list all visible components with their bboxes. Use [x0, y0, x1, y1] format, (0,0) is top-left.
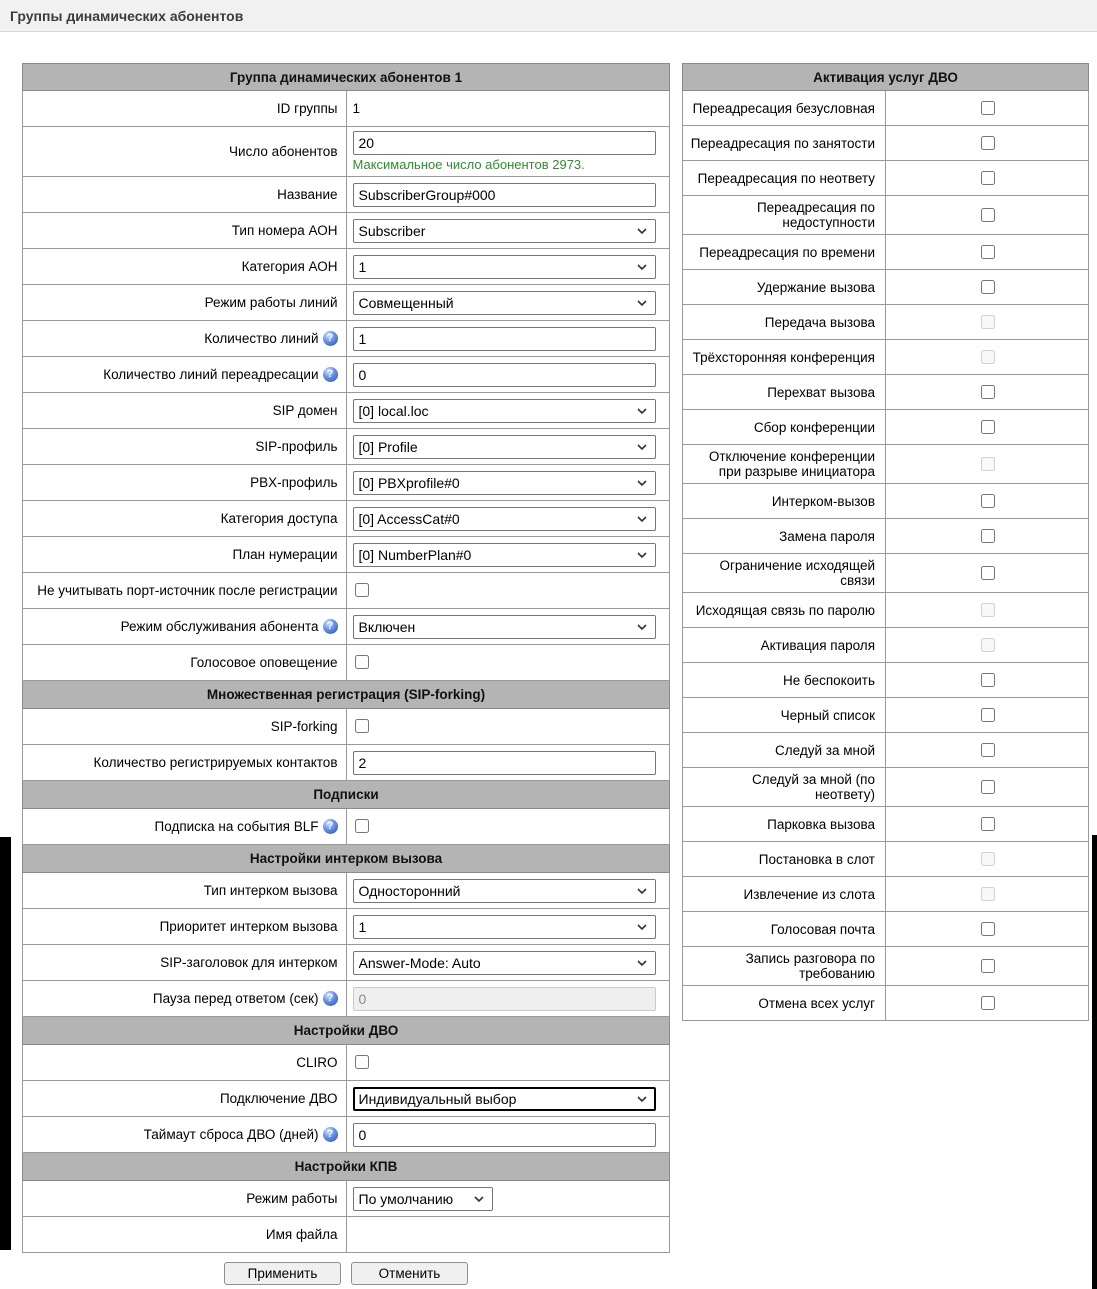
service-row	[683, 196, 1089, 235]
select-wrapper	[353, 1087, 656, 1111]
service-checkbox-cell	[886, 161, 1089, 196]
service-checkbox[interactable]	[981, 780, 995, 794]
field-label-text: Таймаут сброса ДВО (дней)	[143, 1126, 319, 1142]
dropdown-select[interactable]	[353, 1187, 493, 1211]
field-label-text: CLIRO	[296, 1055, 338, 1070]
field-value-cell	[346, 537, 670, 573]
service-checkbox	[981, 887, 995, 901]
service-label: Следуй за мной (по неответу)	[683, 768, 886, 807]
field-label-text: Режим работы	[246, 1191, 338, 1206]
subscriber-group-form	[22, 63, 670, 1253]
field-value-cell	[346, 501, 670, 537]
form-row	[23, 285, 670, 321]
field-value-cell	[346, 177, 670, 213]
service-checkbox-cell	[886, 593, 1089, 628]
service-row	[683, 235, 1089, 270]
service-label: Интерком-вызов	[683, 484, 886, 519]
field-label-text: Количество регистрируемых контактов	[93, 755, 338, 770]
service-checkbox-cell	[886, 340, 1089, 375]
select-wrapper	[353, 219, 656, 243]
select-wrapper	[353, 291, 656, 315]
form-row	[23, 429, 670, 465]
help-icon[interactable]: ?	[323, 819, 338, 834]
service-checkbox-cell	[886, 698, 1089, 733]
field-label-text: Подписка на события BLF	[154, 818, 319, 834]
form-row	[23, 745, 670, 781]
service-label: Активация пароля	[683, 628, 886, 663]
dropdown-select[interactable]	[353, 435, 656, 459]
field-label	[23, 809, 347, 845]
form-row	[23, 249, 670, 285]
field-value-cell	[346, 1117, 670, 1153]
cancel-button[interactable]: Отменить	[351, 1262, 468, 1285]
text-input[interactable]	[353, 363, 656, 387]
field-value-cell	[346, 127, 670, 177]
service-checkbox[interactable]	[981, 708, 995, 722]
field-value-cell	[346, 465, 670, 501]
select-wrapper	[353, 951, 656, 975]
form-row	[23, 213, 670, 249]
service-checkbox-cell	[886, 768, 1089, 807]
service-checkbox-cell	[886, 912, 1089, 947]
service-checkbox[interactable]	[981, 280, 995, 294]
field-label-text: SIP-заголовок для интерком	[160, 955, 338, 970]
service-label: Парковка вызова	[683, 807, 886, 842]
service-checkbox-cell	[886, 126, 1089, 161]
field-label	[23, 945, 347, 981]
service-checkbox	[981, 457, 995, 471]
form-row	[23, 645, 670, 681]
service-checkbox-cell	[886, 270, 1089, 305]
field-value-cell	[346, 709, 670, 745]
service-checkbox[interactable]	[981, 996, 995, 1010]
service-label: Передача вызова	[683, 305, 886, 340]
service-checkbox-cell	[886, 519, 1089, 554]
service-row	[683, 663, 1089, 698]
select-wrapper	[353, 255, 656, 279]
service-row	[683, 161, 1089, 196]
service-label: Переадресация безусловная	[683, 91, 886, 126]
form-row	[23, 357, 670, 393]
dropdown-select[interactable]	[353, 543, 656, 567]
field-value-cell	[346, 945, 670, 981]
form-actions	[22, 1262, 670, 1285]
service-label: Переадресация по времени	[683, 235, 886, 270]
form-row	[23, 573, 670, 609]
field-value-cell	[346, 573, 670, 609]
checkbox[interactable]	[355, 583, 369, 597]
field-label	[23, 909, 347, 945]
field-label-text: Пауза перед ответом (сек)	[152, 990, 319, 1006]
field-label	[23, 1217, 347, 1253]
field-label-text: Название	[277, 187, 338, 202]
service-row	[683, 519, 1089, 554]
form-row	[23, 91, 670, 127]
service-checkbox-cell	[886, 235, 1089, 270]
field-label-text: Режим обслуживания абонента	[120, 618, 319, 634]
field-label-text: Режим работы линий	[204, 295, 338, 310]
text-input[interactable]	[353, 183, 656, 207]
service-checkbox[interactable]	[981, 494, 995, 508]
checkbox[interactable]	[355, 819, 369, 833]
select-wrapper	[353, 471, 656, 495]
dropdown-select[interactable]	[353, 255, 656, 279]
field-label	[23, 709, 347, 745]
field-label-text: SIP-forking	[270, 719, 338, 734]
service-row	[683, 877, 1089, 912]
dropdown-select[interactable]	[353, 507, 656, 531]
subscriber-group-table-title: Группа динамических абонентов 1	[23, 64, 670, 91]
field-label	[23, 873, 347, 909]
field-value-cell	[346, 321, 670, 357]
service-label: Постановка в слот	[683, 842, 886, 877]
text-input	[353, 987, 656, 1011]
service-label: Переадресация по недоступности	[683, 196, 886, 235]
field-value-cell	[346, 645, 670, 681]
service-row	[683, 768, 1089, 807]
field-value-cell	[346, 249, 670, 285]
field-label-text: Тип интерком вызова	[203, 883, 338, 898]
service-checkbox-cell	[886, 947, 1089, 986]
service-label: Отключение конференции при разрыве инициатора	[683, 445, 886, 484]
field-label	[23, 249, 347, 285]
page-title: Группы динамических абонентов	[10, 7, 244, 24]
service-checkbox-cell	[886, 484, 1089, 519]
field-label	[23, 501, 347, 537]
service-checkbox[interactable]	[981, 529, 995, 543]
field-value-cell	[346, 1081, 670, 1117]
service-checkbox[interactable]	[981, 101, 995, 115]
service-row	[683, 270, 1089, 305]
section-header: Настройки КПВ	[23, 1153, 670, 1181]
field-value-cell	[346, 429, 670, 465]
service-row	[683, 340, 1089, 375]
field-value-cell	[346, 909, 670, 945]
checkbox[interactable]	[355, 1055, 369, 1069]
checkbox[interactable]	[355, 655, 369, 669]
service-checkbox-cell	[886, 91, 1089, 126]
field-value-cell	[346, 357, 670, 393]
screen-edge-artifact-left	[0, 837, 11, 1250]
service-label: Следуй за мной	[683, 733, 886, 768]
field-value-cell	[346, 213, 670, 249]
field-label	[23, 981, 347, 1017]
service-row	[683, 375, 1089, 410]
help-icon[interactable]: ?	[323, 1127, 338, 1142]
field-value-cell	[346, 285, 670, 321]
field-value-cell	[346, 809, 670, 845]
field-label-text: Категория доступа	[220, 511, 338, 526]
service-label: Трёхсторонняя конференция	[683, 340, 886, 375]
text-input[interactable]	[353, 751, 656, 775]
select-wrapper	[353, 543, 656, 567]
field-value-cell	[346, 981, 670, 1017]
service-checkbox[interactable]	[981, 922, 995, 936]
form-row	[23, 709, 670, 745]
field-label	[23, 127, 347, 177]
service-checkbox-cell	[886, 807, 1089, 842]
service-row	[683, 410, 1089, 445]
help-icon[interactable]: ?	[323, 619, 338, 634]
field-label	[23, 429, 347, 465]
service-label: Переадресация по занятости	[683, 126, 886, 161]
service-checkbox-cell	[886, 663, 1089, 698]
service-checkbox[interactable]	[981, 208, 995, 222]
service-row	[683, 484, 1089, 519]
service-row	[683, 91, 1089, 126]
form-row	[23, 981, 670, 1017]
dropdown-select[interactable]	[353, 951, 656, 975]
field-label-text: SIP-профиль	[255, 439, 338, 454]
service-row	[683, 445, 1089, 484]
service-label: Запись разговора по требованию	[683, 947, 886, 986]
apply-button[interactable]: Применить	[224, 1262, 341, 1285]
service-checkbox-cell	[886, 410, 1089, 445]
service-checkbox[interactable]	[981, 136, 995, 150]
field-label	[23, 1117, 347, 1153]
dropdown-select[interactable]	[353, 1087, 656, 1111]
service-checkbox-cell	[886, 196, 1089, 235]
service-checkbox-cell	[886, 842, 1089, 877]
dropdown-select[interactable]	[353, 219, 656, 243]
field-label-text: Количество линий	[204, 330, 319, 346]
service-label: Не беспокоить	[683, 663, 886, 698]
form-row	[23, 845, 670, 873]
form-row	[23, 465, 670, 501]
form-row	[23, 609, 670, 645]
service-label: Исходящая связь по паролю	[683, 593, 886, 628]
field-label-text: SIP домен	[272, 403, 338, 418]
section-header: Подписки	[23, 781, 670, 809]
field-label	[23, 1181, 347, 1217]
dropdown-select[interactable]	[353, 915, 656, 939]
field-value-cell	[346, 745, 670, 781]
field-label-text: ID группы	[276, 101, 338, 116]
service-checkbox-cell	[886, 733, 1089, 768]
field-label-text: PBX-профиль	[250, 475, 338, 490]
service-label: Ограничение исходящей связи	[683, 554, 886, 593]
form-row	[23, 1153, 670, 1181]
subscriber-group-table	[22, 63, 670, 1253]
field-label-text: Категория АОН	[241, 259, 338, 274]
field-label-text: Имя файла	[265, 1227, 338, 1242]
section-header: Множественная регистрация (SIP-forking)	[23, 681, 670, 709]
service-checkbox-cell	[886, 628, 1089, 663]
dropdown-select[interactable]	[353, 879, 656, 903]
text-input[interactable]	[353, 1123, 656, 1147]
field-label	[23, 745, 347, 781]
section-header: Настройки интерком вызова	[23, 845, 670, 873]
select-wrapper	[353, 879, 656, 903]
service-row	[683, 698, 1089, 733]
form-row	[23, 1017, 670, 1045]
service-checkbox[interactable]	[981, 566, 995, 580]
service-row	[683, 593, 1089, 628]
field-value-cell	[346, 609, 670, 645]
form-row	[23, 1045, 670, 1081]
field-value-cell	[346, 91, 670, 127]
field-value-cell	[346, 1217, 670, 1253]
service-checkbox	[981, 315, 995, 329]
select-wrapper	[353, 399, 656, 423]
field-label	[23, 573, 347, 609]
help-icon[interactable]: ?	[323, 991, 338, 1006]
field-label	[23, 1081, 347, 1117]
select-wrapper	[353, 435, 656, 459]
service-row	[683, 628, 1089, 663]
service-row	[683, 554, 1089, 593]
form-row	[23, 945, 670, 981]
field-label	[23, 393, 347, 429]
select-wrapper	[353, 915, 656, 939]
service-row	[683, 126, 1089, 161]
field-note: Максимальное число абонентов 2973.	[352, 157, 585, 172]
service-checkbox[interactable]	[981, 420, 995, 434]
form-row	[23, 1181, 670, 1217]
form-row	[23, 1081, 670, 1117]
service-row	[683, 947, 1089, 986]
field-label	[23, 177, 347, 213]
field-label-text: Подключение ДВО	[219, 1091, 338, 1106]
dropdown-select[interactable]	[353, 291, 656, 315]
service-checkbox[interactable]	[981, 385, 995, 399]
field-label-text: Голосовое оповещение	[190, 655, 338, 670]
dropdown-select[interactable]	[353, 615, 656, 639]
service-row	[683, 986, 1089, 1021]
service-checkbox-cell	[886, 877, 1089, 912]
field-label	[23, 465, 347, 501]
select-wrapper	[353, 1187, 493, 1211]
field-label	[23, 321, 347, 357]
service-row	[683, 807, 1089, 842]
service-checkbox-cell	[886, 986, 1089, 1021]
checkbox[interactable]	[355, 719, 369, 733]
form-row	[23, 781, 670, 809]
field-label-text: Количество линий переадресации	[103, 366, 319, 382]
field-value-cell	[346, 1181, 670, 1217]
help-icon[interactable]: ?	[323, 331, 338, 346]
service-label: Переадресация по неответу	[683, 161, 886, 196]
field-label	[23, 1045, 347, 1081]
service-label: Голосовая почта	[683, 912, 886, 947]
service-checkbox-cell	[886, 305, 1089, 340]
form-row	[23, 681, 670, 709]
service-label: Замена пароля	[683, 519, 886, 554]
field-value-cell	[346, 873, 670, 909]
form-row	[23, 393, 670, 429]
field-label	[23, 609, 347, 645]
field-label-text: Приоритет интерком вызова	[159, 919, 338, 934]
dvo-services-table-title: Активация услуг ДВО	[683, 64, 1089, 91]
service-row	[683, 733, 1089, 768]
text-input[interactable]	[353, 327, 656, 351]
field-label	[23, 645, 347, 681]
service-checkbox	[981, 603, 995, 617]
form-row	[23, 809, 670, 845]
service-checkbox[interactable]	[981, 817, 995, 831]
service-checkbox	[981, 852, 995, 866]
text-input[interactable]	[353, 131, 656, 155]
dropdown-select[interactable]	[353, 471, 656, 495]
field-label	[23, 91, 347, 127]
form-row	[23, 321, 670, 357]
page-header-bar	[0, 0, 1097, 32]
form-row	[23, 501, 670, 537]
form-row	[23, 909, 670, 945]
service-row	[683, 912, 1089, 947]
field-value-cell	[346, 393, 670, 429]
select-wrapper	[353, 507, 656, 531]
service-checkbox-cell	[886, 375, 1089, 410]
service-checkbox[interactable]	[981, 959, 995, 973]
field-label-text: Тип номера АОН	[231, 223, 338, 238]
field-value-cell	[346, 1045, 670, 1081]
form-row	[23, 537, 670, 573]
service-checkbox[interactable]	[981, 245, 995, 259]
service-checkbox[interactable]	[981, 743, 995, 757]
service-checkbox-cell	[886, 554, 1089, 593]
form-row	[23, 1217, 670, 1253]
dvo-services-table	[682, 63, 1089, 1021]
service-checkbox-cell	[886, 445, 1089, 484]
form-row	[23, 873, 670, 909]
service-row	[683, 305, 1089, 340]
service-label: Удержание вызова	[683, 270, 886, 305]
service-label: Извлечение из слота	[683, 877, 886, 912]
field-label-text: Не учитывать порт-источник после регистрации	[37, 583, 338, 598]
dvo-services-panel	[682, 63, 1089, 1021]
select-wrapper	[353, 615, 656, 639]
service-checkbox	[981, 638, 995, 652]
field-label-text: План нумерации	[232, 547, 338, 562]
service-row	[683, 842, 1089, 877]
service-checkbox[interactable]	[981, 673, 995, 687]
service-checkbox	[981, 350, 995, 364]
screen-edge-artifact-right	[1092, 835, 1097, 1289]
form-row	[23, 127, 670, 177]
service-label: Перехват вызова	[683, 375, 886, 410]
service-label: Черный список	[683, 698, 886, 733]
service-checkbox[interactable]	[981, 171, 995, 185]
field-label	[23, 357, 347, 393]
field-static-value: 1	[352, 101, 361, 116]
field-label	[23, 537, 347, 573]
field-label	[23, 285, 347, 321]
field-label	[23, 213, 347, 249]
service-label: Отмена всех услуг	[683, 986, 886, 1021]
form-row	[23, 177, 670, 213]
field-label-text: Число абонентов	[229, 144, 338, 159]
dropdown-select[interactable]	[353, 399, 656, 423]
form-row	[23, 1117, 670, 1153]
service-label: Сбор конференции	[683, 410, 886, 445]
help-icon[interactable]: ?	[323, 367, 338, 382]
section-header: Настройки ДВО	[23, 1017, 670, 1045]
